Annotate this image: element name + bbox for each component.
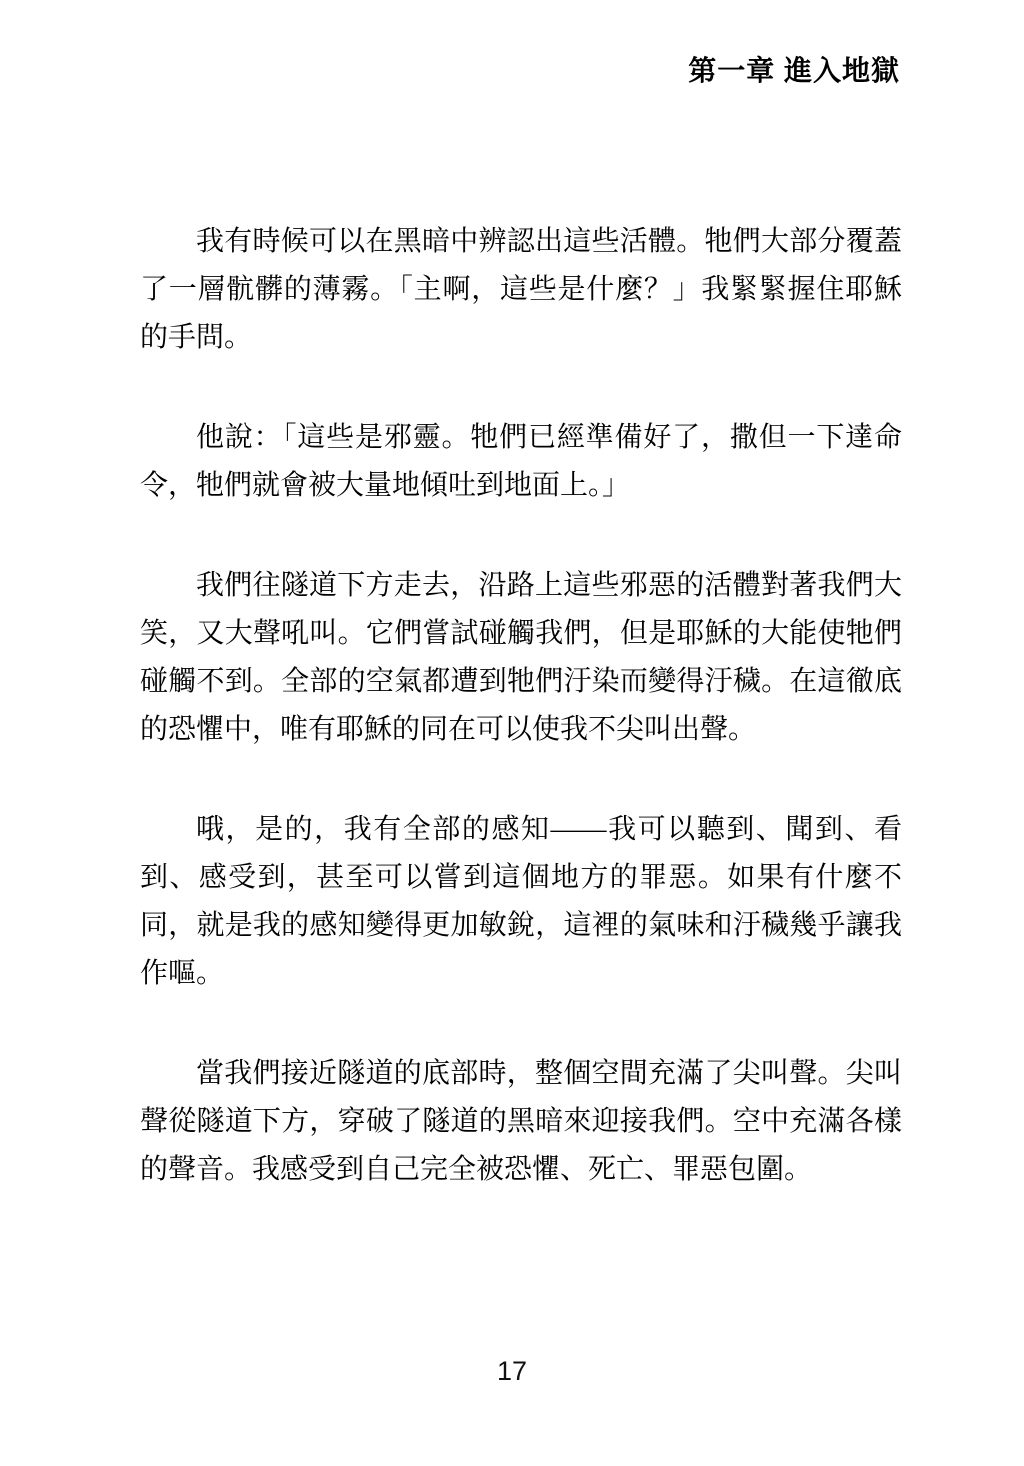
paragraph-2: 他說：「這些是邪靈。牠們已經準備好了，撒但一下達命令，牠們就會被大量地傾吐到地面上。」 bbox=[140, 422, 902, 501]
chapter-header: 第一章 進入地獄 bbox=[688, 55, 900, 86]
paragraph-4: 哦，是的，我有全部的感知——我可以聽到、聞到、看到、感受到，甚至可以嘗到這個地方的罪惡。如果有什麼不同，就是我的感知變得更加敏銳，這裡的氣味和汙穢幾乎讓我作嘔。 bbox=[140, 814, 902, 989]
body-text bbox=[140, 218, 902, 1246]
paragraph-5: 當我們接近隧道的底部時，整個空間充滿了尖叫聲。尖叫聲從隧道下方，穿破了隧道的黑暗來迎接我們。空中充滿各樣的聲音。我感受到自己完全被恐懼、死亡、罪惡包圍。 bbox=[140, 1058, 902, 1185]
page-number: 17 bbox=[496, 1356, 528, 1386]
paragraph-1: 我有時候可以在黑暗中辨認出這些活體。牠們大部分覆蓋了一層骯髒的薄霧。「主啊，這些是什麼？」我緊緊握住耶穌的手問。 bbox=[140, 226, 902, 353]
paragraph-3: 我們往隧道下方走去，沿路上這些邪惡的活體對著我們大笑，又大聲吼叫。它們嘗試碰觸我們，但是耶穌的大能使牠們碰觸不到。全部的空氣都遭到牠們汙染而變得汙穢。在這徹底的恐懼中，唯有耶穌的同在可以使我不尖叫出聲。 bbox=[140, 570, 902, 745]
